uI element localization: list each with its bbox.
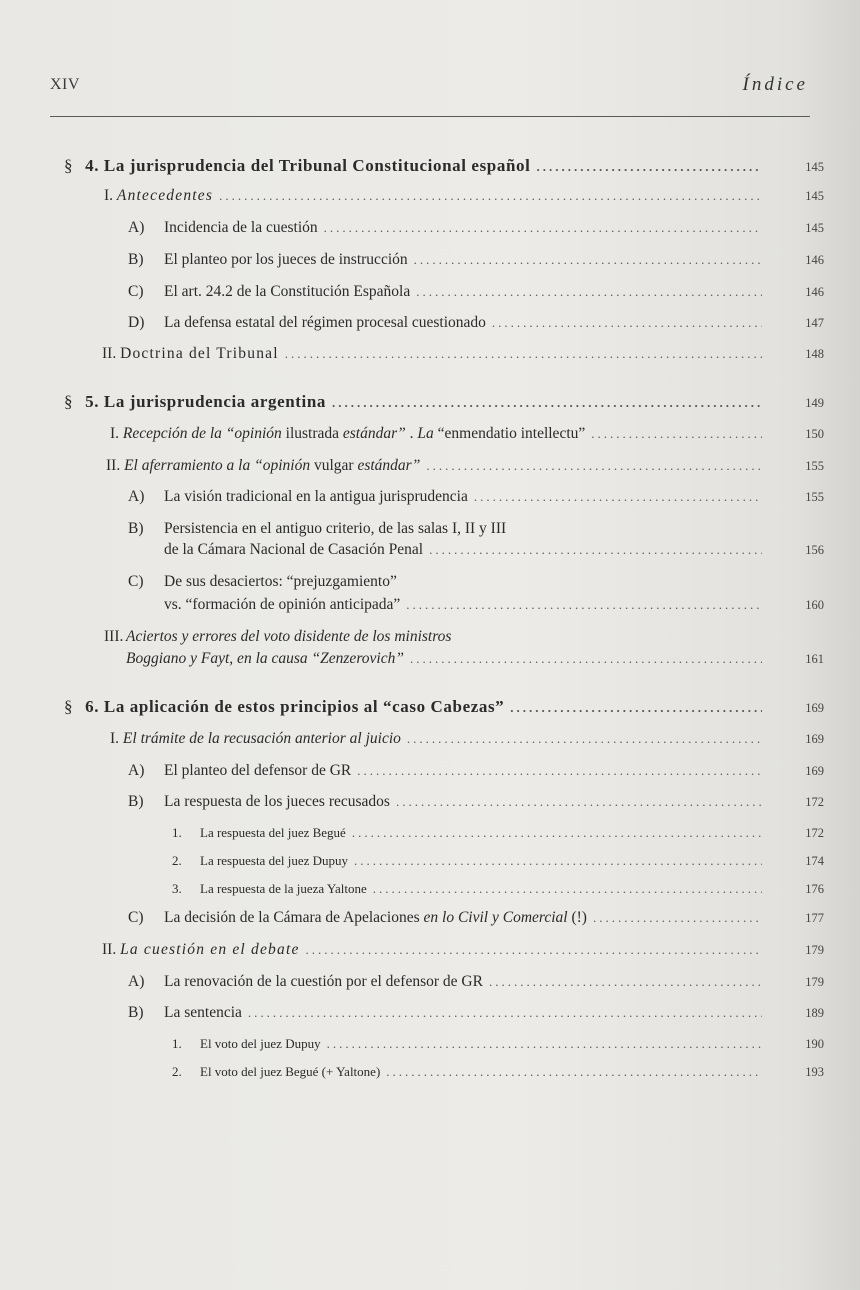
- page-ref: 179: [805, 943, 824, 957]
- toc-entry-6-C[interactable]: C) La decisión de la Cámara de Apelaciones en lo Civil y Comercial (!) .....: [128, 908, 768, 928]
- section-title: La jurisprudencia argentina: [103, 392, 327, 411]
- entry-title: Antecedentes: [116, 187, 214, 204]
- page-ref: 156: [805, 543, 824, 557]
- toc-entry-4-B[interactable]: B) El planteo por los jueces de instrucción .....: [128, 250, 768, 270]
- toc-entry-5-B-line2[interactable]: de la Cámara Nacional de Casación Penal .....: [164, 540, 768, 560]
- dot-leader: [429, 540, 762, 560]
- dot-leader: [386, 1062, 762, 1082]
- dot-leader: [510, 698, 762, 718]
- toc-entry-6-II-B2[interactable]: 2. El voto del juez Begué (+ Yaltone) .....: [172, 1062, 768, 1082]
- toc-section-4[interactable]: [64, 156, 768, 177]
- dot-leader: [426, 456, 762, 476]
- dot-leader: [536, 157, 762, 177]
- toc-entry-6-A[interactable]: A) El planteo del defensor de GR .....: [128, 761, 768, 781]
- dot-leader: [416, 282, 762, 302]
- toc-entry-5-II[interactable]: II. El aferramiento a la “opinión vulgar estándar” .....: [106, 456, 768, 476]
- page-ref: 179: [805, 975, 824, 989]
- dot-leader: [492, 313, 762, 333]
- entry-title: La respuesta del juez Dupuy: [200, 853, 349, 868]
- page-ref: 145: [805, 221, 824, 235]
- toc-entry-5-I[interactable]: I. Recepción de la “opinión ilustrada estándar” . La “enmendatio intellectu” .....: [110, 424, 768, 444]
- toc-entry-6-II-B1[interactable]: 1. El voto del juez Dupuy .....: [172, 1034, 768, 1054]
- section-title: La aplicación de estos principios al “caso Cabezas”: [103, 697, 505, 716]
- toc-entry-4-C[interactable]: C) El art. 24.2 de la Constitución Española .....: [128, 282, 768, 302]
- entry-title: La cuestión en el debate: [120, 941, 300, 958]
- dot-leader: [354, 851, 762, 871]
- dot-leader: [407, 729, 762, 749]
- section-symbol: §: [64, 392, 74, 411]
- toc-entry-6-I[interactable]: I. El trámite de la recusación anterior al juicio .....: [110, 729, 768, 749]
- entry-title: El voto del juez Dupuy: [200, 1036, 321, 1051]
- toc-entry-6-B2[interactable]: 2. La respuesta del juez Dupuy .....: [172, 851, 768, 871]
- dot-leader: [219, 186, 762, 206]
- entry-title: El planteo por los jueces de instrucción: [164, 251, 408, 268]
- page-ref: 177: [805, 911, 824, 925]
- dot-leader: [324, 218, 762, 238]
- dot-leader: [357, 761, 762, 781]
- toc-entry-5-C-line1[interactable]: C) De sus desaciertos: “prejuzgamiento”: [128, 573, 397, 590]
- entry-title: La defensa estatal del régimen procesal cuestionado: [164, 314, 486, 331]
- toc-entry-5-III-line2[interactable]: Boggiano y Fayt, en la causa “Zenzerovich” .....: [126, 649, 768, 669]
- page-ref: 147: [805, 316, 824, 330]
- toc-entry-6-B[interactable]: B) La respuesta de los jueces recusados .....: [128, 792, 768, 812]
- entry-title: La visión tradicional en la antigua jurisprudencia: [164, 488, 468, 505]
- page-ref: 145: [805, 189, 824, 203]
- page-ref: 193: [805, 1065, 824, 1079]
- page-ref: 146: [805, 285, 824, 299]
- page-ref: 169: [805, 732, 824, 746]
- section-number: 4.: [85, 156, 100, 175]
- page-ref: 172: [805, 795, 824, 809]
- page-ref: 169: [805, 701, 824, 715]
- section-symbol: §: [64, 697, 74, 716]
- toc-entry-4-II[interactable]: II. Doctrina del Tribunal .....: [102, 344, 768, 364]
- section-number: 6.: [85, 697, 100, 716]
- entry-title: La respuesta de la jueza Yaltone: [200, 881, 367, 896]
- page-ref: 190: [805, 1037, 824, 1051]
- entry-title: El trámite de la recusación anterior al juicio: [122, 730, 401, 747]
- section-symbol: §: [64, 156, 74, 175]
- page-ref: 150: [805, 427, 824, 441]
- toc-section-6[interactable]: [64, 697, 768, 718]
- toc-entry-4-A[interactable]: A) Incidencia de la cuestión .....: [128, 218, 768, 238]
- dot-leader: [285, 344, 762, 364]
- dot-leader: [410, 649, 762, 669]
- dot-leader: [332, 393, 762, 413]
- page-ref: 155: [805, 459, 824, 473]
- dot-leader: [248, 1003, 762, 1023]
- toc-entry-5-A[interactable]: A) La visión tradicional en la antigua jurisprudencia .....: [128, 487, 768, 507]
- dot-leader: [489, 972, 762, 992]
- page-ref: 148: [805, 347, 824, 361]
- page-ref: 160: [805, 598, 824, 612]
- page-ref: 176: [805, 882, 824, 896]
- page-ref: 161: [805, 652, 824, 666]
- running-title: Índice: [742, 74, 808, 95]
- entry-title: El art. 24.2 de la Constitución Española: [164, 283, 411, 300]
- page-ref: 155: [805, 490, 824, 504]
- toc-entry-6-II[interactable]: II. La cuestión en el debate .....: [102, 940, 768, 960]
- page-ref: 189: [805, 1006, 824, 1020]
- dot-leader: [373, 879, 762, 899]
- toc-entry-5-III-line1[interactable]: III. Aciertos y errores del voto disidente de los ministros: [104, 628, 452, 645]
- page-ref: 169: [805, 764, 824, 778]
- toc-entry-4-D[interactable]: D) La defensa estatal del régimen procesal cuestionado .....: [128, 313, 768, 333]
- entry-title: Doctrina del Tribunal: [120, 345, 279, 362]
- dot-leader: [591, 424, 762, 444]
- dot-leader: [593, 908, 762, 928]
- toc-entry-4-I[interactable]: I. Antecedentes .....: [104, 186, 768, 206]
- toc-entry-5-C-line2[interactable]: vs. “formación de opinión anticipada” .....: [164, 595, 768, 615]
- page-ref: 174: [805, 854, 824, 868]
- entry-title: La renovación de la cuestión por el defensor de GR: [164, 973, 483, 990]
- entry-title: El voto del juez Begué (+ Yaltone): [200, 1064, 381, 1079]
- toc-entry-6-B3[interactable]: 3. La respuesta de la jueza Yaltone .....: [172, 879, 768, 899]
- dot-leader: [327, 1034, 762, 1054]
- dot-leader: [414, 250, 762, 270]
- dot-leader: [352, 823, 762, 843]
- toc-entry-6-B1[interactable]: 1. La respuesta del juez Begué .....: [172, 823, 768, 843]
- dot-leader: [396, 792, 762, 812]
- entry-title: Incidencia de la cuestión: [164, 219, 318, 236]
- page-ref: 172: [805, 826, 824, 840]
- page-ref: 149: [805, 396, 824, 410]
- toc-entry-5-B-line1[interactable]: B) Persistencia en el antiguo criterio, de las salas I, II y III: [128, 520, 507, 537]
- entry-title: El planteo del defensor de GR: [164, 762, 352, 779]
- dot-leader: [406, 595, 762, 615]
- toc-entry-6-II-B[interactable]: B) La sentencia .....: [128, 1003, 768, 1023]
- dot-leader: [306, 940, 762, 960]
- page-number: XIV: [50, 76, 80, 93]
- entry-title: La respuesta de los jueces recusados: [164, 793, 390, 810]
- toc-section-5[interactable]: [64, 392, 768, 413]
- page-ref: 145: [805, 160, 824, 174]
- entry-title: La sentencia: [164, 1004, 242, 1021]
- page-ref: 146: [805, 253, 824, 267]
- section-number: 5.: [85, 392, 100, 411]
- section-title: La jurisprudencia del Tribunal Constitucional español: [103, 156, 531, 175]
- dot-leader: [474, 487, 762, 507]
- entry-title: La respuesta del juez Begué: [200, 825, 346, 840]
- toc-entry-6-II-A[interactable]: A) La renovación de la cuestión por el defensor de GR .....: [128, 972, 768, 992]
